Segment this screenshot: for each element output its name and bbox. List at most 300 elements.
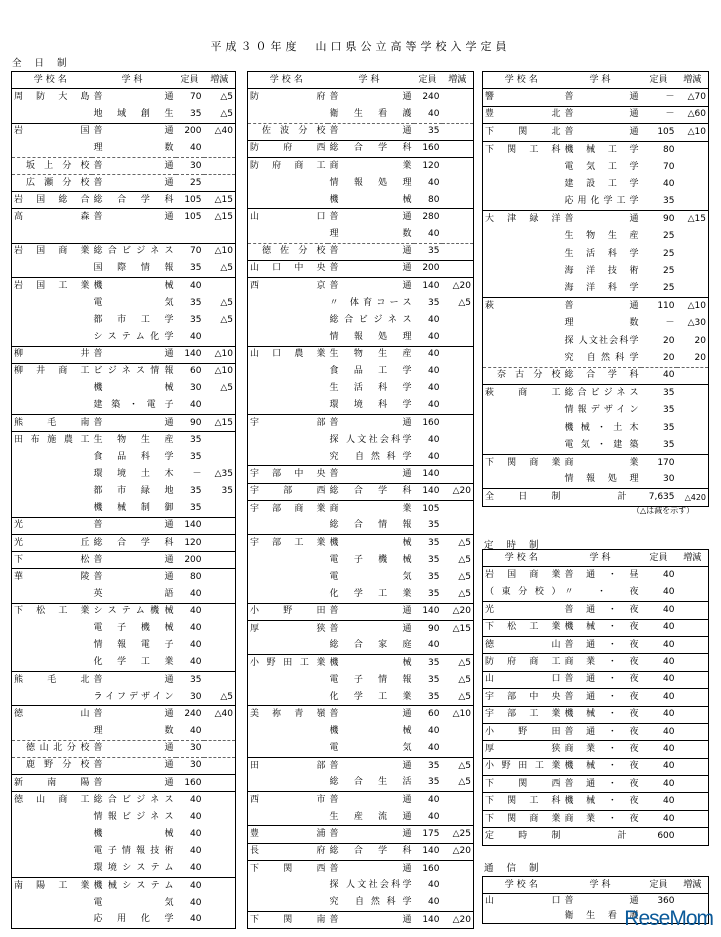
table-row bbox=[483, 810, 709, 827]
change bbox=[204, 603, 236, 620]
department: 電気 bbox=[93, 297, 174, 308]
change bbox=[677, 263, 709, 280]
department: 電子情報 bbox=[329, 674, 412, 685]
change: △10 bbox=[442, 706, 474, 723]
school-name: 下松工業 bbox=[12, 603, 92, 620]
school-name bbox=[12, 637, 92, 654]
department bbox=[92, 226, 176, 243]
capacity: 20 bbox=[663, 352, 675, 363]
capacity: 40 bbox=[663, 587, 675, 598]
school-name: 下関西 bbox=[248, 860, 328, 877]
change bbox=[677, 367, 709, 384]
capacity: 35 bbox=[190, 263, 202, 274]
capacity: 40 bbox=[641, 758, 677, 775]
table-row bbox=[483, 106, 709, 123]
change: △20 bbox=[442, 603, 474, 620]
school-name bbox=[12, 809, 92, 826]
table-row bbox=[483, 671, 709, 688]
capacity: 40 bbox=[641, 793, 677, 810]
change bbox=[442, 192, 474, 209]
department: 〃・夜 bbox=[564, 587, 639, 598]
table-row bbox=[12, 209, 236, 226]
capacity: 35 bbox=[428, 571, 440, 582]
department: 普通 bbox=[93, 92, 174, 103]
school-name: 豊北 bbox=[483, 106, 563, 123]
change bbox=[442, 175, 474, 192]
capacity: 40 bbox=[641, 602, 677, 619]
table-row bbox=[248, 466, 474, 483]
school-name bbox=[248, 312, 328, 329]
capacity: 40 bbox=[190, 143, 202, 154]
table-full-time-1 bbox=[11, 71, 236, 929]
school-name: 大津緑洋 bbox=[483, 211, 563, 228]
change bbox=[677, 158, 709, 175]
department: 機械工学 bbox=[563, 141, 641, 158]
department: 普通 bbox=[92, 517, 176, 534]
capacity: 40 bbox=[428, 434, 440, 445]
change: 35 bbox=[221, 486, 233, 497]
school-name: 光丘 bbox=[12, 535, 92, 552]
school-name: 宇部中央 bbox=[248, 466, 328, 483]
department: 普通・夜 bbox=[563, 671, 641, 688]
department: 地域創生 bbox=[93, 108, 174, 119]
department: 環境土木 bbox=[93, 469, 174, 480]
capacity: 360 bbox=[657, 896, 675, 907]
department: 国際情報 bbox=[93, 263, 174, 274]
department: 電気 bbox=[329, 571, 412, 582]
capacity: － bbox=[192, 469, 202, 480]
department: 商業・夜 bbox=[563, 741, 641, 758]
table-row bbox=[12, 877, 236, 894]
change: △5 bbox=[458, 554, 471, 565]
school-name bbox=[12, 226, 92, 243]
change bbox=[442, 243, 474, 260]
department: 理数 bbox=[93, 143, 174, 154]
capacity: 90 bbox=[414, 620, 442, 637]
table-row bbox=[483, 158, 709, 175]
capacity bbox=[176, 226, 204, 243]
school-name: 山口 bbox=[248, 209, 328, 226]
table-row bbox=[12, 637, 236, 654]
table-row bbox=[12, 243, 236, 260]
capacity: 25 bbox=[663, 283, 675, 294]
table-row bbox=[12, 432, 236, 449]
table-row bbox=[483, 471, 709, 488]
table-row bbox=[248, 397, 474, 414]
table-correspondence: 学校名 学科 定員 増減 山口 普通 360 衛生看護 bbox=[482, 876, 709, 924]
change bbox=[677, 245, 709, 262]
department: 普通 bbox=[92, 740, 176, 757]
school-name: 高森 bbox=[12, 209, 92, 226]
table-row bbox=[12, 157, 236, 174]
school-name: 下関工科 bbox=[483, 793, 563, 810]
change: △10 bbox=[677, 124, 709, 141]
table-row bbox=[483, 193, 709, 210]
capacity: 140 bbox=[414, 483, 442, 500]
change bbox=[442, 89, 474, 106]
department: 普通 bbox=[328, 415, 414, 432]
change bbox=[442, 740, 474, 757]
school-name bbox=[483, 280, 563, 297]
department: 商業・夜 bbox=[563, 654, 641, 671]
school-name bbox=[248, 895, 328, 912]
capacity: 40 bbox=[663, 570, 675, 581]
capacity: 35 bbox=[428, 297, 440, 308]
school-name: 小野田工業 bbox=[483, 758, 563, 775]
table-row bbox=[12, 397, 236, 414]
capacity: 90 bbox=[641, 211, 677, 228]
department: 建設工学 bbox=[564, 179, 639, 190]
change bbox=[442, 415, 474, 432]
department: 普通 bbox=[329, 92, 412, 103]
department: 総合学科 bbox=[92, 535, 176, 552]
table-row bbox=[248, 106, 474, 123]
school-name: 萩商工 bbox=[483, 385, 563, 402]
department: 普通 bbox=[92, 175, 176, 192]
department: 普通 bbox=[328, 620, 414, 637]
school-name bbox=[248, 672, 328, 689]
school-name bbox=[12, 483, 92, 500]
department: 究 自然科学 bbox=[329, 451, 412, 462]
capacity: 40 bbox=[190, 331, 202, 342]
table-row bbox=[12, 380, 236, 397]
department: 生活科学 bbox=[564, 248, 639, 259]
school-name bbox=[483, 909, 563, 924]
capacity: 80 bbox=[428, 194, 440, 205]
capacity: 40 bbox=[663, 179, 675, 190]
department: 普通 bbox=[92, 157, 176, 174]
change: △35 bbox=[214, 469, 233, 480]
capacity: 40 bbox=[641, 776, 677, 793]
change bbox=[677, 567, 709, 584]
school-name bbox=[12, 912, 92, 929]
table-row bbox=[248, 775, 474, 792]
table-row bbox=[12, 706, 236, 723]
change: △5 bbox=[220, 691, 233, 702]
school-name: 西市 bbox=[248, 792, 328, 809]
change: △5 bbox=[458, 588, 471, 599]
school-name: 徳山商工 bbox=[12, 792, 92, 809]
table-row bbox=[12, 260, 236, 277]
table-row bbox=[248, 295, 474, 312]
change bbox=[204, 637, 236, 654]
school-name bbox=[248, 449, 328, 466]
change bbox=[204, 500, 236, 517]
change bbox=[677, 193, 709, 210]
department: 化学工業 bbox=[329, 691, 412, 702]
school-name: 美祢青嶺 bbox=[248, 706, 328, 723]
department: 生物生産 bbox=[328, 346, 414, 363]
department: 情報処理 bbox=[564, 474, 639, 485]
resemom-logo: ReseMom bbox=[624, 907, 713, 930]
change bbox=[442, 329, 474, 346]
table-row bbox=[12, 517, 236, 534]
change bbox=[204, 140, 236, 157]
department: 機械・夜 bbox=[563, 793, 641, 810]
change bbox=[442, 792, 474, 809]
department: 機械 bbox=[329, 194, 412, 205]
school-name bbox=[12, 723, 92, 740]
change bbox=[677, 776, 709, 793]
capacity: 70 bbox=[190, 92, 202, 103]
school-name: 宇部 bbox=[248, 415, 328, 432]
change bbox=[442, 397, 474, 414]
school-name: 小野田 bbox=[248, 603, 328, 620]
change bbox=[442, 123, 474, 140]
table-row bbox=[12, 312, 236, 329]
capacity: 40 bbox=[641, 619, 677, 636]
school-name: 岩国商業 bbox=[485, 570, 561, 581]
capacity: 200 bbox=[176, 123, 204, 140]
change bbox=[204, 535, 236, 552]
table-row bbox=[248, 415, 474, 432]
school-name: 熊毛北 bbox=[12, 672, 92, 689]
table-row bbox=[483, 437, 709, 454]
change bbox=[677, 385, 709, 402]
department: ビジネス情報 bbox=[92, 363, 176, 380]
capacity: 25 bbox=[663, 265, 675, 276]
capacity: 40 bbox=[190, 846, 202, 857]
table-row bbox=[248, 192, 474, 209]
capacity: 40 bbox=[190, 588, 202, 599]
table-row bbox=[248, 672, 474, 689]
department: 究 自然科学 bbox=[329, 897, 412, 908]
table-row bbox=[248, 912, 474, 929]
capacity: 35 bbox=[663, 196, 675, 207]
school-name bbox=[248, 432, 328, 449]
table-row bbox=[12, 792, 236, 809]
change bbox=[204, 277, 236, 294]
capacity: 40 bbox=[414, 792, 442, 809]
change bbox=[677, 741, 709, 758]
change bbox=[442, 500, 474, 517]
table-row bbox=[483, 636, 709, 653]
department: 機械 bbox=[93, 383, 174, 394]
table-row bbox=[248, 346, 474, 363]
department: 生産流通 bbox=[329, 811, 412, 822]
department: 電気 bbox=[93, 897, 174, 908]
change bbox=[442, 363, 474, 380]
table-row bbox=[248, 89, 474, 106]
table-row bbox=[248, 843, 474, 860]
change bbox=[677, 141, 709, 158]
change bbox=[204, 775, 236, 792]
table-row bbox=[248, 586, 474, 603]
capacity: 35 bbox=[663, 422, 675, 433]
school-name: 周防大島 bbox=[14, 92, 90, 103]
department: 普通 bbox=[563, 298, 641, 315]
school-name: 萩 bbox=[483, 298, 563, 315]
table-row bbox=[12, 226, 236, 243]
change bbox=[204, 329, 236, 346]
department: 普通 bbox=[328, 277, 414, 294]
department: 商業 bbox=[328, 157, 414, 174]
school-name bbox=[248, 637, 328, 654]
capacity: 35 bbox=[641, 385, 677, 402]
department: 普通 bbox=[92, 775, 176, 792]
school-name bbox=[12, 826, 92, 843]
capacity: 25 bbox=[663, 231, 675, 242]
capacity: － bbox=[641, 106, 677, 123]
change bbox=[442, 226, 474, 243]
department: 普通 bbox=[328, 466, 414, 483]
table-row bbox=[483, 454, 709, 471]
capacity: 35 bbox=[190, 486, 202, 497]
table-row bbox=[248, 809, 474, 826]
department: 情報処理 bbox=[329, 177, 412, 188]
capacity: 35 bbox=[428, 691, 440, 702]
table-row bbox=[248, 569, 474, 586]
table-row bbox=[248, 620, 474, 637]
department: 普通 bbox=[328, 757, 414, 774]
school-name: 鹿野分校 bbox=[12, 757, 92, 774]
department: 生活科学 bbox=[329, 383, 412, 394]
table-row bbox=[483, 367, 709, 384]
department: 情報デザイン bbox=[564, 405, 639, 416]
table-row bbox=[248, 175, 474, 192]
school-name bbox=[248, 226, 328, 243]
department: 商業・夜 bbox=[563, 810, 641, 827]
capacity: 40 bbox=[176, 792, 204, 809]
change: △40 bbox=[204, 706, 236, 723]
department: 総合学科 bbox=[328, 843, 414, 860]
capacity: 40 bbox=[190, 811, 202, 822]
school-name bbox=[248, 397, 328, 414]
table-row bbox=[12, 826, 236, 843]
capacity: 80 bbox=[641, 141, 677, 158]
school-name bbox=[248, 740, 328, 757]
department: 海洋技術 bbox=[564, 265, 639, 276]
table-row bbox=[12, 757, 236, 774]
department: 普通・昼 bbox=[564, 570, 639, 581]
capacity: 240 bbox=[422, 92, 440, 103]
table-row bbox=[12, 415, 236, 432]
capacity: 110 bbox=[641, 298, 677, 315]
department: 普通 bbox=[92, 706, 176, 723]
table-row bbox=[12, 775, 236, 792]
school-name: 光 bbox=[12, 517, 92, 534]
capacity: 35 bbox=[414, 123, 442, 140]
department: 総合ビジネス bbox=[92, 792, 176, 809]
change bbox=[677, 471, 709, 488]
school-name bbox=[483, 332, 563, 349]
capacity: 40 bbox=[176, 603, 204, 620]
change: △25 bbox=[442, 826, 474, 843]
change bbox=[677, 619, 709, 636]
capacity: 90 bbox=[176, 415, 204, 432]
department: 商業 bbox=[328, 500, 414, 517]
table-row bbox=[483, 402, 709, 419]
change: △20 bbox=[442, 843, 474, 860]
department: 理数 bbox=[329, 228, 412, 239]
change: △5 bbox=[442, 535, 474, 552]
department: 普通 bbox=[92, 123, 176, 140]
capacity: 40 bbox=[190, 623, 202, 634]
change: △20 bbox=[442, 483, 474, 500]
table-part-time: 学校名 学科 定員 増減 岩国商業 普通・昼 40 （東分校） 〃・夜 40 光 普通・夜 40 下松工業 機械・夜 40 徳山 普通・夜 40 防府商工 商業・夜 40 山口 普通・夜 40 宇部中央 普通・夜 40 宇部工業 機械・夜 40 小野田 普通・夜 40 厚狭 商業・夜 40 小野田工業 機械・夜 40 下関西 普通・夜 40 下関工科 機械・夜 40 下関商業 商業・夜 40 定時制 計 600 bbox=[482, 549, 709, 846]
table-row bbox=[248, 380, 474, 397]
school-name bbox=[248, 175, 328, 192]
change: △10 bbox=[677, 298, 709, 315]
department: システム機械 bbox=[92, 603, 176, 620]
capacity: 105 bbox=[641, 124, 677, 141]
table-row bbox=[483, 776, 709, 793]
table-row bbox=[483, 176, 709, 193]
change: △5 bbox=[458, 297, 471, 308]
department: 〃 体育コース bbox=[329, 297, 412, 308]
table-row bbox=[12, 363, 236, 380]
school-name: 宇部工業 bbox=[248, 535, 328, 552]
table-row bbox=[12, 620, 236, 637]
change bbox=[442, 346, 474, 363]
department: 商業 bbox=[563, 454, 641, 471]
change bbox=[442, 380, 474, 397]
change bbox=[442, 209, 474, 226]
school-name: 光 bbox=[483, 602, 563, 619]
change bbox=[204, 843, 236, 860]
change bbox=[442, 517, 474, 534]
capacity: 35 bbox=[414, 535, 442, 552]
capacity: 160 bbox=[176, 775, 204, 792]
school-name bbox=[483, 263, 563, 280]
change bbox=[442, 312, 474, 329]
school-name bbox=[12, 655, 92, 672]
school-name: 下関北 bbox=[483, 124, 563, 141]
table-row bbox=[248, 312, 474, 329]
capacity: 40 bbox=[428, 640, 440, 651]
change: 20 bbox=[694, 335, 706, 346]
table-row bbox=[483, 584, 709, 601]
capacity: 30 bbox=[190, 383, 202, 394]
table-row bbox=[248, 637, 474, 654]
capacity: 160 bbox=[414, 140, 442, 157]
capacity: 40 bbox=[190, 863, 202, 874]
change: △5 bbox=[220, 108, 233, 119]
capacity: 40 bbox=[428, 228, 440, 239]
department: 総合学科 bbox=[92, 192, 176, 209]
department: 普通・夜 bbox=[563, 776, 641, 793]
change bbox=[677, 810, 709, 827]
capacity: 35 bbox=[190, 314, 202, 325]
school-name: 厚狭 bbox=[248, 620, 328, 637]
capacity: 40 bbox=[190, 914, 202, 925]
change bbox=[204, 860, 236, 877]
department: 普通 bbox=[328, 209, 414, 226]
school-name: 豊浦 bbox=[248, 826, 328, 843]
header-school: 学校名 bbox=[12, 72, 92, 89]
table-row bbox=[12, 723, 236, 740]
change: △30 bbox=[687, 318, 706, 329]
change bbox=[677, 437, 709, 454]
capacity: 40 bbox=[641, 706, 677, 723]
school-name: 南陽工業 bbox=[12, 877, 92, 894]
capacity: 70 bbox=[176, 243, 204, 260]
table-row bbox=[483, 602, 709, 619]
change bbox=[204, 620, 236, 637]
table-row bbox=[483, 723, 709, 740]
department: 普通・夜 bbox=[563, 636, 641, 653]
table-row bbox=[12, 809, 236, 826]
table-full-time-2: 学校名 学科 定員 増減 防府 普通 240 衛生看護 40 佐波分校 普通 35 防府西 総合学科 160 防府商工 商業 120 情報処理 40 機械 80 山口 普通 280 理数 40 徳佐分校 普通 35 山口中央 普通 200 西京 普通 140 △20 〃 体育コース 35 △5 総合ビジネス 40 情報処理 40 山口農業 生物生産 40 食品工学 40 生活科学 40 環境科学 40 宇部 普通 160 探 人文社会科学 40 究 自然科学 40 宇部中央 普通 140 宇部西 総合学科 140 △20 宇部商業 商業 105 総合情報 35 宇部工業 機械 35 △5 電子機械 35 △5 電気 35 △5 化学工業 35 △5 小野田 普通 140 △20 厚狭 普通 90 △15 総合家庭 40 小野田工業 機械 35 △5 電子情報 35 △5 化学工業 35 △5 美祢青嶺 普通 60 △10 機械 40 電気 40 田部 普通 35 △5 総合生活 35 △5 西市 普通 40 生産流通 40 豊浦 普通 175 △25 長府 総合学科 140 △20 下関西 普通 160 探 人文社会科学 40 究 自然科学 40 下関南 普通 140 △20 bbox=[247, 71, 474, 929]
change bbox=[204, 895, 236, 912]
table-row bbox=[483, 280, 709, 297]
change bbox=[204, 226, 236, 243]
header-dept: 学科 bbox=[92, 72, 176, 89]
school-name bbox=[483, 350, 563, 367]
table-row bbox=[248, 740, 474, 757]
table-row bbox=[248, 792, 474, 809]
table-row bbox=[248, 860, 474, 877]
